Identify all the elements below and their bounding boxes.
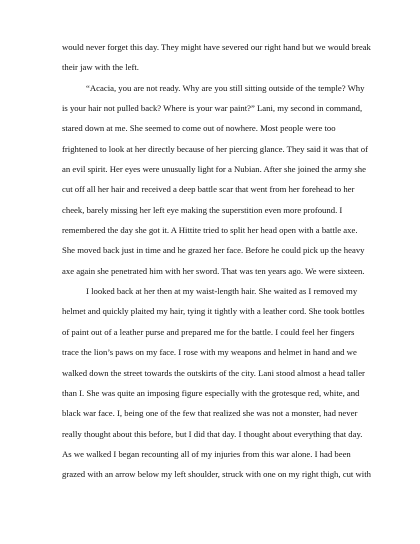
- text-line: stared down at me. She seemed to come out of nowhere. Most people were too: [62, 123, 336, 134]
- body-text: [62, 37, 371, 485]
- text-line: walked down the street towards the outskirts of the city. Lani stood almost a head taller: [62, 367, 365, 378]
- text-line: trace the lion’s paws on my face. I rose with my weapons and helmet in hand and we: [62, 347, 357, 358]
- text-line: their jaw with the left.: [62, 62, 139, 73]
- text-line: “Acacia, you are not ready. Why are you still sitting outside of the temple? Why: [86, 82, 365, 93]
- text-line: really thought about this before, but I did that day. I thought about everything that day.: [62, 428, 363, 439]
- text-line: than I. She was quite an imposing figure especially with the grotesque red, white, and: [62, 387, 360, 398]
- text-line: grazed with an arrow below my left shoulder, struck with one on my right thigh, cut with: [62, 469, 371, 480]
- text-line: cut off all her hair and received a deep battle scar that went from her forehead to her: [62, 184, 355, 195]
- text-line: She moved back just in time and he grazed her face. Before he could pick up the heavy: [62, 245, 365, 256]
- text-line: an evil spirit. Her eyes were unusually light for a Nubian. After she joined the army she: [62, 164, 366, 175]
- text-line: is your hair not pulled back? Where is your war paint?” Lani, my second in command,: [62, 103, 363, 114]
- text-line: remembered the day she got it. A Hittite tried to split her head open with a battle axe.: [62, 225, 358, 236]
- text-line: axe again she penetrated him with her sword. That was ten years ago. We were sixteen.: [62, 265, 365, 276]
- text-line: I looked back at her then at my waist-length hair. She waited as I removed my: [86, 286, 358, 297]
- text-line: frightened to look at her directly because of her piercing glance. They said it was that of: [62, 143, 368, 154]
- text-line: helmet and quickly plaited my hair, tying it tightly with a leather cord. She took bottles: [62, 306, 365, 317]
- text-line: cheek, barely missing her left eye making the superstition even more profound. I: [62, 204, 343, 215]
- text-line: black war face. I, being one of the few that realized she was not a monster, had never: [62, 408, 358, 419]
- text-line: of paint out of a leather purse and prepared me for the battle. I could feel her fingers: [62, 326, 355, 337]
- text-line: would never forget this day. They might have severed our right hand but we would break: [62, 42, 371, 52]
- text-line: As we walked I began recounting all of my injuries from this war alone. I had been: [62, 448, 351, 459]
